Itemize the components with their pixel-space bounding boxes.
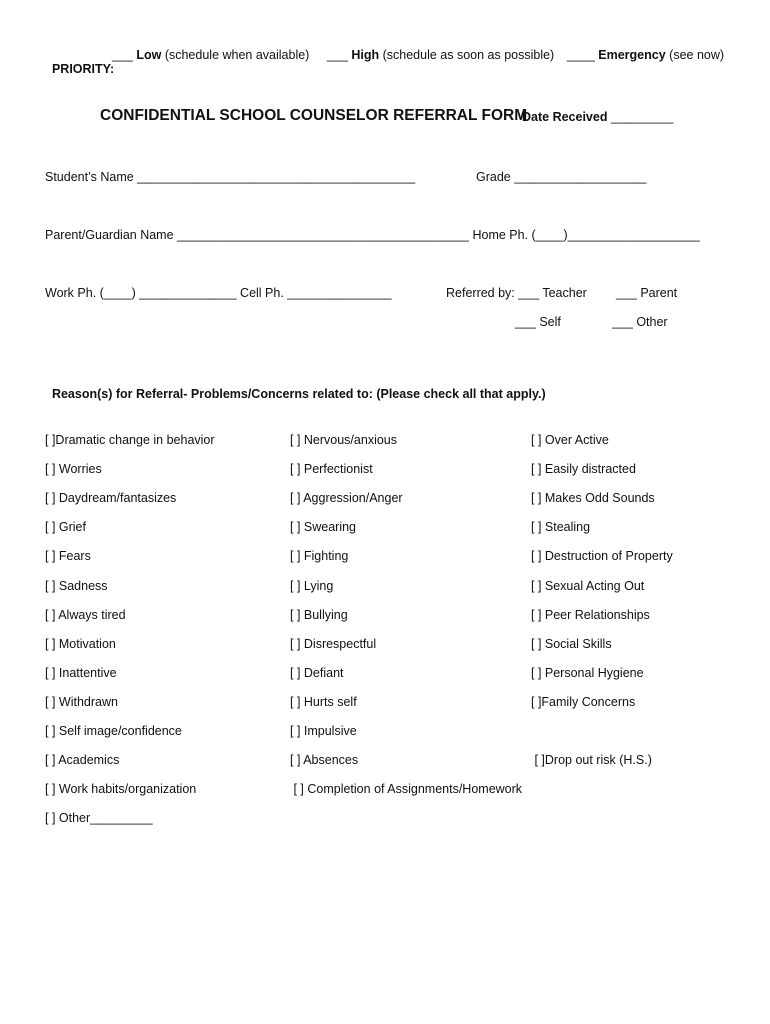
priority-high-blank: ___ [327,48,352,62]
reasons-heading-text: Reason(s) for Referral- Problems/Concerns related to: (Please check all that apply.) [51,387,546,401]
reason-checkbox-item[interactable]: [ ] Stealing [531,520,591,535]
reason-checkbox-item[interactable]: [ ] Withdrawn [45,694,118,709]
grade-field[interactable]: Grade ___________________ [476,170,647,184]
priority-emergency-label: Emergency [598,48,666,62]
reason-checkbox-item[interactable]: [ ]Family Concerns [531,694,636,709]
reason-checkbox-item[interactable]: [ ] Absences [290,753,359,768]
reason-checkbox-item[interactable]: [ ] Daydream/fantasizes [45,491,177,506]
reason-checkbox-item[interactable]: [ ] Hurts self [290,694,357,709]
parent-guardian-field[interactable]: Parent/Guardian Name __________________________________________ Home Ph. (____)___________________ [45,228,700,242]
priority-high[interactable] [327,48,554,62]
reason-checkbox-item[interactable]: [ ] Completion of Assignments/Homework [290,782,523,797]
reason-checkbox-item[interactable]: [ ] Aggression/Anger [290,491,403,506]
reason-checkbox-item[interactable]: [ ] Other_________ [45,811,153,826]
priority-low[interactable] [112,48,309,62]
priority-high-note: (schedule as soon as possible) [379,48,555,62]
reason-checkbox-item[interactable]: [ ] Lying [290,578,334,593]
reason-checkbox-item[interactable]: [ ] Motivation [45,636,116,651]
priority-high-label: High [351,48,380,62]
priority-low-note: (schedule when available) [161,48,310,62]
reason-checkbox-item[interactable]: [ ] Academics [45,753,120,768]
reason-checkbox-item[interactable]: [ ] Perfectionist [290,462,373,477]
reason-checkbox-item[interactable]: [ ] Sadness [45,578,108,593]
reason-checkbox-item[interactable]: [ ] Easily distracted [531,462,636,477]
priority-low-blank: ___ [112,48,137,62]
reason-checkbox-item[interactable]: [ ] Personal Hygiene [531,665,644,680]
reason-checkbox-item[interactable]: [ ] Fears [45,549,91,564]
reason-checkbox-item[interactable]: [ ] Inattentive [45,665,117,680]
date-received-label: Date Received [522,110,608,124]
reason-checkbox-item[interactable]: [ ] Swearing [290,520,357,535]
priority-line [45,48,114,76]
referred-by-self[interactable]: ___ Self [515,315,561,329]
reason-checkbox-item[interactable]: [ ] Work habits/organization [45,782,197,797]
reason-checkbox-item[interactable]: [ ] Social Skills [531,636,612,651]
form-title: CONFIDENTIAL SCHOOL COUNSELOR REFERRAL FORM [100,107,528,124]
reason-checkbox-item[interactable]: [ ] Always tired [45,607,126,622]
priority-emergency[interactable] [567,48,724,62]
work-cell-phone-field[interactable]: Work Ph. (____) ______________ Cell Ph. _______________ [45,286,392,300]
reason-checkbox-item[interactable]: [ ] Self image/confidence [45,724,182,738]
reason-checkbox-item[interactable]: [ ] Over Active [531,433,609,447]
priority-low-label: Low [136,48,162,62]
reason-checkbox-item[interactable]: [ ] Peer Relationships [531,607,650,622]
reason-checkbox-item[interactable]: [ ] Sexual Acting Out [531,578,645,593]
reasons-heading [45,373,546,401]
date-received-blank: _________ [607,110,674,124]
reason-checkbox-item[interactable]: [ ] Bullying [290,607,348,622]
reason-checkbox-item[interactable]: [ ] Worries [45,462,102,477]
reason-checkbox-item[interactable]: [ ] Impulsive [290,724,357,738]
student-name-field[interactable]: Student’s Name ________________________________________ [45,170,416,184]
reason-checkbox-item[interactable]: [ ] Makes Odd Sounds [531,491,655,506]
reason-checkbox-item[interactable]: [ ] Destruction of Property [531,549,673,564]
date-received[interactable] [522,110,674,124]
reason-checkbox-item[interactable]: [ ]Dramatic change in behavior [45,433,215,447]
priority-label: PRIORITY: [51,62,115,76]
reason-checkbox-item[interactable]: [ ] Fighting [290,549,349,564]
priority-emergency-blank: ____ [567,48,599,62]
referred-by-parent[interactable]: ___ Parent [616,286,678,300]
priority-emergency-note: (see now) [665,48,725,62]
reason-checkbox-item[interactable]: [ ] Disrespectful [290,636,377,651]
reason-checkbox-item[interactable]: [ ]Drop out risk (H.S.) [531,753,652,768]
reason-checkbox-item[interactable]: [ ] Grief [45,520,86,535]
reason-checkbox-item[interactable]: [ ] Nervous/anxious [290,433,397,447]
referred-by-teacher[interactable]: Referred by: ___ Teacher [446,286,587,300]
referred-by-other[interactable]: ___ Other [612,315,668,329]
reason-checkbox-item[interactable]: [ ] Defiant [290,665,344,680]
